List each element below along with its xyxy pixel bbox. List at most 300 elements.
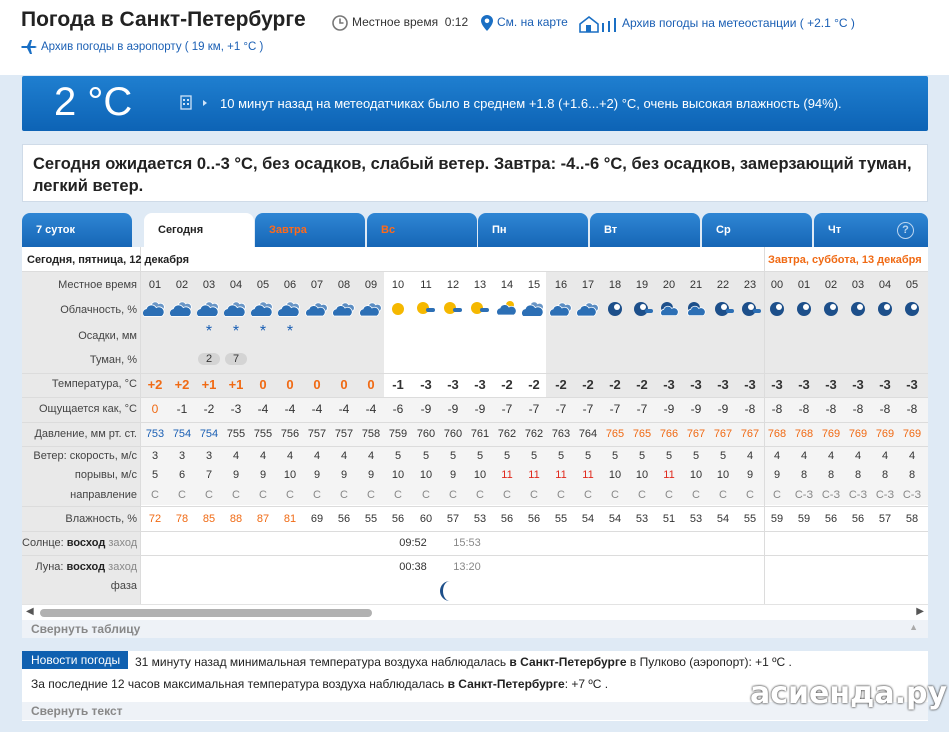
- hour-label: 09: [364, 279, 378, 291]
- hour-label: 10: [391, 279, 405, 291]
- wind-speed-value: 4: [232, 450, 240, 462]
- row-separator: [22, 446, 928, 447]
- gust-value: 9: [367, 469, 375, 481]
- wind-speed-value: 4: [259, 450, 267, 462]
- feels-like-value: -9: [717, 402, 729, 416]
- wind-direction-value: С: [449, 489, 457, 501]
- news-tag: Новости погоды: [22, 651, 128, 669]
- wind-speed-value: 5: [557, 450, 565, 462]
- partly-cloudy-icon: [495, 299, 517, 317]
- sun-cloud-icon: [441, 299, 463, 317]
- local-time: Местное время 0:12: [332, 15, 468, 31]
- watermark: асиенда.ру: [750, 676, 948, 711]
- pressure-value: 761: [470, 428, 490, 440]
- gust-value: 9: [746, 469, 754, 481]
- pressure-value: 754: [172, 428, 192, 440]
- hour-label: 02: [175, 279, 189, 291]
- feels-like-value: -4: [257, 402, 269, 416]
- feels-like-value: 0: [151, 402, 159, 416]
- gust-value: 10: [689, 469, 703, 481]
- temperature-value: -3: [420, 377, 432, 392]
- humidity-value: 69: [310, 513, 324, 525]
- fog-value: 7: [225, 353, 247, 365]
- page-header: [0, 0, 949, 75]
- hour-label: 04: [229, 279, 243, 291]
- wind-speed-value: 5: [422, 450, 430, 462]
- night-clear-icon: [900, 299, 922, 317]
- feels-like-value: -7: [582, 402, 594, 416]
- wind-speed-value: 4: [367, 450, 375, 462]
- gust-value: 10: [608, 469, 622, 481]
- weather-station-icon: [578, 15, 618, 33]
- wind-direction-value: С: [286, 489, 294, 501]
- night-cloudy-icon: [657, 299, 679, 317]
- overcast-icon: [522, 299, 544, 317]
- row-separator: [22, 531, 928, 532]
- wind-direction-value: С: [232, 489, 240, 501]
- humidity-value: 53: [473, 513, 487, 525]
- feels-like-value: -4: [311, 402, 323, 416]
- hour-label: 05: [256, 279, 270, 291]
- tab-today[interactable]: Сегодня: [144, 213, 254, 248]
- temperature-value: -3: [690, 377, 702, 392]
- night-partly-icon: [711, 299, 733, 317]
- pressure-value: 760: [416, 428, 436, 440]
- label-sun: Солнце: восход заход: [22, 537, 138, 549]
- humidity-value: 54: [608, 513, 622, 525]
- temperature-value: -3: [852, 377, 864, 392]
- pressure-value: 765: [605, 428, 625, 440]
- humidity-value: 56: [527, 513, 541, 525]
- gust-value: 10: [283, 469, 297, 481]
- temperature-value: 0: [259, 377, 267, 392]
- tab-tomorrow[interactable]: Завтра: [255, 213, 365, 248]
- building-icon: [180, 94, 214, 110]
- humidity-value: 55: [554, 513, 568, 525]
- feels-like-value: -8: [825, 402, 837, 416]
- humidity-value: 57: [446, 513, 460, 525]
- label-cloudiness: Облачность, %: [60, 304, 137, 316]
- hour-label: 18: [608, 279, 622, 291]
- pressure-value: 762: [497, 428, 517, 440]
- temperature-value: +1: [201, 377, 217, 392]
- wind-speed-value: 5: [584, 450, 592, 462]
- hour-label: 02: [824, 279, 838, 291]
- gust-value: 5: [151, 469, 159, 481]
- label-pressure: Давление, мм рт. ст.: [34, 428, 137, 440]
- gust-value: 7: [205, 469, 213, 481]
- wind-direction-value: С: [638, 489, 646, 501]
- wind-speed-value: 4: [773, 450, 781, 462]
- temperature-value: +1: [228, 377, 244, 392]
- temperature-value: -3: [447, 377, 459, 392]
- hourly-forecast-table: [22, 247, 928, 620]
- row-separator: [22, 271, 928, 272]
- feels-like-value: -4: [284, 402, 296, 416]
- snow-icon: *: [232, 323, 240, 340]
- mostly-cloudy-icon: [305, 299, 327, 317]
- hour-label: 20: [662, 279, 676, 291]
- gust-value: 10: [419, 469, 433, 481]
- pressure-value: 768: [767, 428, 787, 440]
- label-gusts: порывы, м/с: [74, 469, 137, 481]
- hour-label: 03: [202, 279, 216, 291]
- night-clear-icon: [846, 299, 868, 317]
- sun-cloud-icon: [414, 299, 436, 317]
- wind-speed-value: 4: [746, 450, 754, 462]
- label-feels-like: Ощущается как, °C: [38, 403, 137, 415]
- sunset-time: 15:53: [453, 537, 481, 549]
- help-icon[interactable]: ?: [897, 222, 914, 239]
- tab-wednesday[interactable]: Ср: [702, 213, 812, 248]
- pressure-value: 760: [443, 428, 463, 440]
- pressure-value: 762: [524, 428, 544, 440]
- humidity-value: 59: [770, 513, 784, 525]
- wind-direction-value: С: [313, 489, 321, 501]
- humidity-value: 51: [662, 513, 676, 525]
- pressure-value: 766: [659, 428, 679, 440]
- scroll-thumb[interactable]: [40, 609, 372, 617]
- label-direction: направление: [70, 489, 137, 501]
- night-cloudy-icon: [684, 299, 706, 317]
- humidity-value: 59: [797, 513, 811, 525]
- night-clear-icon: [873, 299, 895, 317]
- wind-speed-value: 5: [503, 450, 511, 462]
- pressure-value: 768: [794, 428, 814, 440]
- temperature-value: -2: [555, 377, 567, 392]
- label-moon: Луна: восход заход: [35, 561, 137, 573]
- overcast-icon: [278, 299, 300, 317]
- archive-station-link[interactable]: Архив погоды на метеостанции ( +2.1 °C ): [578, 15, 855, 33]
- current-description: 10 минут назад на метеодатчиках было в среднем +1.8 (+1.6...+2) °C, очень высокая влажность (94%).: [220, 96, 842, 111]
- humidity-value: 54: [581, 513, 595, 525]
- current-weather-bar: [22, 76, 928, 131]
- row-separator: [22, 373, 928, 374]
- hour-label: 11: [420, 279, 432, 291]
- pressure-value: 759: [388, 428, 408, 440]
- pressure-value: 758: [361, 428, 381, 440]
- feels-like-value: -9: [420, 402, 432, 416]
- wind-speed-value: 3: [151, 450, 159, 462]
- feels-like-value: -3: [230, 402, 242, 416]
- feels-like-value: -9: [690, 402, 702, 416]
- pressure-value: 753: [145, 428, 165, 440]
- wind-direction-value: С: [205, 489, 213, 501]
- wind-direction-value: С: [476, 489, 484, 501]
- hour-label: 22: [716, 279, 730, 291]
- wind-speed-value: 4: [854, 450, 862, 462]
- label-humidity: Влажность, %: [65, 513, 137, 525]
- wind-speed-value: 4: [313, 450, 321, 462]
- wind-speed-value: 4: [881, 450, 889, 462]
- humidity-value: 56: [824, 513, 838, 525]
- humidity-value: 56: [337, 513, 351, 525]
- pressure-value: 765: [632, 428, 652, 440]
- tab-sunday[interactable]: Вс: [367, 213, 477, 248]
- collapse-table-button[interactable]: Свернуть таблицу ▲: [22, 620, 928, 638]
- wind-speed-value: 4: [800, 450, 808, 462]
- temperature-value: -3: [798, 377, 810, 392]
- wind-direction-value: С: [530, 489, 538, 501]
- gust-value: 10: [716, 469, 730, 481]
- humidity-value: 56: [500, 513, 514, 525]
- pressure-value: 769: [902, 428, 922, 440]
- pressure-value: 767: [740, 428, 760, 440]
- gust-value: 8: [800, 469, 808, 481]
- gust-value: 8: [827, 469, 835, 481]
- tab-monday[interactable]: Пн: [478, 213, 588, 248]
- gust-value: 10: [391, 469, 405, 481]
- pressure-value: 763: [551, 428, 571, 440]
- overcast-icon: [143, 299, 165, 317]
- tab-tuesday[interactable]: Вт: [590, 213, 700, 248]
- pressure-value: 764: [578, 428, 598, 440]
- feels-like-value: -8: [744, 402, 756, 416]
- feels-like-value: -7: [609, 402, 621, 416]
- overcast-icon: [251, 299, 273, 317]
- feels-like-value: -7: [528, 402, 540, 416]
- temperature-value: -2: [501, 377, 513, 392]
- temperature-value: -2: [609, 377, 621, 392]
- night-clear-icon: [792, 299, 814, 317]
- temperature-value: -1: [392, 377, 404, 392]
- feels-like-value: -8: [771, 402, 783, 416]
- wind-speed-value: 5: [530, 450, 538, 462]
- wind-direction-value: С: [340, 489, 348, 501]
- wind-speed-value: 5: [449, 450, 457, 462]
- gust-value: 11: [582, 469, 594, 481]
- wind-speed-value: 5: [638, 450, 646, 462]
- humidity-value: 56: [851, 513, 865, 525]
- wind-speed-value: 4: [340, 450, 348, 462]
- feels-like-value: -7: [555, 402, 567, 416]
- wind-direction-value: С-З: [902, 489, 922, 501]
- gust-value: 8: [854, 469, 862, 481]
- wind-direction-value: С: [503, 489, 511, 501]
- wind-direction-value: С: [394, 489, 402, 501]
- hour-label: 04: [878, 279, 892, 291]
- hour-label: 17: [581, 279, 595, 291]
- wind-direction-value: С: [611, 489, 619, 501]
- map-pin-icon: [481, 15, 493, 31]
- temperature-value: -2: [636, 377, 648, 392]
- label-temperature: Температура, °C: [51, 378, 137, 390]
- label-precipitation: Осадки, мм: [78, 330, 137, 342]
- hour-label: 07: [310, 279, 324, 291]
- gust-value: 10: [635, 469, 649, 481]
- temperature-value: 0: [313, 377, 321, 392]
- temperature-value: -3: [717, 377, 729, 392]
- mostly-cloudy-icon: [332, 299, 354, 317]
- wind-direction-value: С-З: [821, 489, 841, 501]
- temperature-value: +2: [147, 377, 163, 392]
- archive-airport-link[interactable]: Архив погоды в аэропорту ( 19 км, +1 °C ): [21, 40, 263, 54]
- temperature-value: -3: [474, 377, 486, 392]
- humidity-value: 55: [743, 513, 757, 525]
- feels-like-value: -8: [798, 402, 810, 416]
- humidity-value: 57: [878, 513, 892, 525]
- wind-direction-value: С: [584, 489, 592, 501]
- pressure-value: 754: [199, 428, 219, 440]
- temperature-value: +2: [174, 377, 190, 392]
- airplane-icon: [21, 40, 37, 54]
- temperature-value: 0: [367, 377, 375, 392]
- wind-speed-value: 3: [178, 450, 186, 462]
- pressure-value: 757: [307, 428, 327, 440]
- wind-direction-value: С: [367, 489, 375, 501]
- wind-speed-value: 5: [665, 450, 673, 462]
- hour-label: 21: [689, 279, 703, 291]
- moonrise-time: 00:38: [399, 561, 427, 573]
- clock-icon: [332, 15, 348, 31]
- gust-value: 6: [178, 469, 186, 481]
- moon-phase-icon: [440, 581, 452, 601]
- wind-direction-value: С: [557, 489, 565, 501]
- overcast-icon: [170, 299, 192, 317]
- feels-like-value: -6: [392, 402, 404, 416]
- humidity-value: 55: [364, 513, 378, 525]
- pressure-value: 756: [280, 428, 300, 440]
- temperature-value: -2: [582, 377, 594, 392]
- table-scrollbar[interactable]: [22, 604, 928, 620]
- feels-like-value: -7: [501, 402, 513, 416]
- wind-speed-value: 4: [286, 450, 294, 462]
- hour-label: 08: [337, 279, 351, 291]
- mostly-cloudy-icon: [549, 299, 571, 317]
- gust-value: 9: [259, 469, 267, 481]
- gust-value: 8: [908, 469, 916, 481]
- mostly-cloudy-icon: [359, 299, 381, 317]
- feels-like-value: -9: [663, 402, 675, 416]
- gust-value: 11: [528, 469, 540, 481]
- current-temperature: 2 °C: [54, 80, 133, 124]
- mostly-cloudy-icon: [576, 299, 598, 317]
- wind-speed-value: 5: [719, 450, 727, 462]
- humidity-value: 53: [689, 513, 703, 525]
- gust-value: 11: [501, 469, 513, 481]
- wind-speed-value: 4: [827, 450, 835, 462]
- feels-like-value: -8: [879, 402, 891, 416]
- feels-like-value: -9: [474, 402, 486, 416]
- overcast-icon: [197, 299, 219, 317]
- humidity-value: 58: [905, 513, 919, 525]
- fog-value: 2: [198, 353, 220, 365]
- feels-like-value: -9: [447, 402, 459, 416]
- feels-like-value: -1: [176, 402, 188, 416]
- night-partly-icon: [738, 299, 760, 317]
- page-title: Погода в Санкт-Петербурге: [21, 8, 306, 31]
- wind-direction-value: С: [692, 489, 700, 501]
- wind-direction-value: С: [719, 489, 727, 501]
- temperature-value: -3: [744, 377, 756, 392]
- label-divider: [140, 247, 141, 604]
- tab-thursday[interactable]: Чт ?: [814, 213, 928, 248]
- temperature-value: 0: [286, 377, 294, 392]
- hour-label: 06: [283, 279, 297, 291]
- caret-up-icon: ▲: [909, 622, 918, 632]
- gust-value: 11: [663, 469, 675, 481]
- wind-direction-value: С: [665, 489, 673, 501]
- humidity-value: 54: [716, 513, 730, 525]
- gust-value: 11: [555, 469, 567, 481]
- wind-speed-value: 3: [205, 450, 213, 462]
- wind-direction-value: С: [422, 489, 430, 501]
- pressure-value: 767: [713, 428, 733, 440]
- gust-value: 9: [313, 469, 321, 481]
- wind-speed-value: 5: [692, 450, 700, 462]
- sunrise-time: 09:52: [399, 537, 427, 549]
- temperature-value: -3: [771, 377, 783, 392]
- hour-label: 05: [905, 279, 919, 291]
- hour-label: 01: [148, 279, 162, 291]
- scroll-right-arrow-icon[interactable]: ▶: [916, 606, 924, 617]
- night-clear-icon: [765, 299, 787, 317]
- night-clear-icon: [819, 299, 841, 317]
- feels-like-value: -7: [636, 402, 648, 416]
- snow-icon: *: [205, 323, 213, 340]
- news-line-1: 31 минуту назад минимальная температура воздуха наблюдалась в Санкт-Петербурге в Пулково (аэропорт): +1 ºC .: [135, 655, 792, 669]
- label-fog: Туман, %: [89, 354, 137, 366]
- today-date: Сегодня, пятница, 12 декабря: [27, 254, 190, 266]
- hour-label: 01: [797, 279, 811, 291]
- gust-value: 9: [232, 469, 240, 481]
- night-partly-icon: [630, 299, 652, 317]
- wind-direction-value: С: [151, 489, 159, 501]
- temperature-value: -3: [879, 377, 891, 392]
- hour-label: 13: [473, 279, 487, 291]
- humidity-value: 78: [175, 513, 189, 525]
- wind-direction-value: С-З: [875, 489, 895, 501]
- wind-direction-value: С-З: [794, 489, 814, 501]
- label-moon-phase: фаза: [110, 580, 137, 592]
- hour-label: 23: [743, 279, 757, 291]
- forecast-summary: Сегодня ожидается 0..-3 °C, без осадков, слабый ветер. Завтра: -4..-6 °C, без осадков, замерзающий туман, легкий ветер.: [22, 144, 928, 202]
- pressure-value: 755: [226, 428, 246, 440]
- wind-direction-value: С: [773, 489, 781, 501]
- news-line-2: За последние 12 часов максимальная температура воздуха наблюдалась в Санкт-Петербурге: +7 ºC .: [31, 677, 609, 691]
- gust-value: 9: [773, 469, 781, 481]
- hour-label: 16: [554, 279, 568, 291]
- map-link[interactable]: См. на карте: [481, 15, 568, 31]
- feels-like-value: -4: [338, 402, 350, 416]
- temperature-value: 0: [340, 377, 348, 392]
- humidity-value: 56: [391, 513, 405, 525]
- row-separator: [22, 397, 928, 398]
- tab-7-days[interactable]: 7 суток: [22, 213, 132, 248]
- humidity-value: 72: [148, 513, 162, 525]
- temperature-value: -3: [663, 377, 675, 392]
- row-separator: [22, 506, 928, 507]
- wind-direction-value: С: [178, 489, 186, 501]
- scroll-left-arrow-icon[interactable]: ◀: [26, 606, 34, 617]
- hour-label: 14: [500, 279, 514, 291]
- hour-label: 03: [851, 279, 865, 291]
- temperature-value: -3: [825, 377, 837, 392]
- wind-speed-value: 5: [611, 450, 619, 462]
- wind-direction-value: С-З: [848, 489, 868, 501]
- row-separator: [22, 422, 928, 423]
- moonset-time: 13:20: [453, 561, 481, 573]
- sun-icon: [386, 299, 408, 317]
- wind-speed-value: 5: [394, 450, 402, 462]
- gust-value: 10: [473, 469, 487, 481]
- pressure-value: 769: [875, 428, 895, 440]
- collapse-text-button[interactable]: Свернуть текст: [22, 702, 928, 720]
- feels-like-value: -4: [365, 402, 377, 416]
- gust-value: 8: [881, 469, 889, 481]
- snow-icon: *: [286, 323, 294, 340]
- humidity-value: 87: [256, 513, 270, 525]
